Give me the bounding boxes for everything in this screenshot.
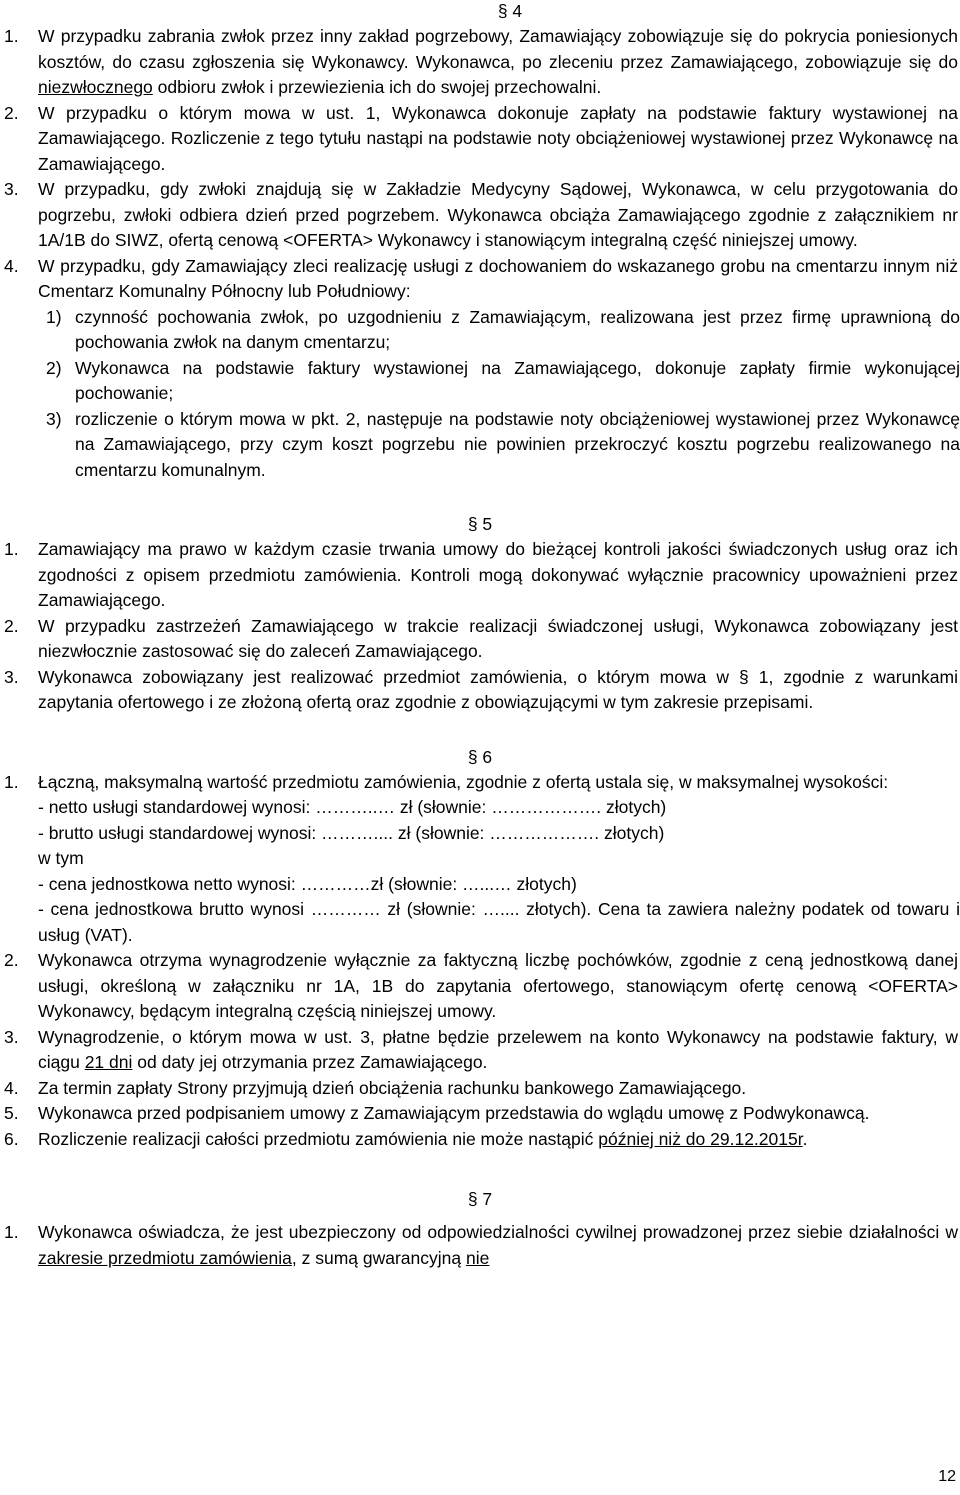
price-line-label: w tym: [38, 848, 84, 868]
list-item: [0, 770, 960, 796]
list-item: [0, 537, 960, 614]
item-text: Wykonawca otrzyma wynagrodzenie wyłącznie za faktyczną liczbę pochówków, zgodnie z ceną jednostkową danej usługi, określoną w załączniku nr 1A, 1B do zapytania ofertowego, stanowiącym ofertę cenową <OFERTA> Wykonawcy, będącym integralną częścią niniejszej umowy.: [38, 950, 958, 1021]
list-item: [0, 101, 960, 178]
item-text-tail: .: [802, 1128, 808, 1149]
item-text: W przypadku zastrzeżeń Zamawiającego w trakcie realizacji świadczonej usługi, Wykonawca zobowiązany jest niezwłocznie zastosować się do zaleceń Zamawiającego.: [38, 615, 958, 661]
item-text: Łączną, maksymalną wartość przedmiotu zamówienia, zgodnie z ofertą ustala się, w maksymalnej wysokości:: [38, 771, 889, 792]
list-item: [0, 24, 960, 101]
item-text: W przypadku, gdy Zamawiający zleci realizację usługi z dochowaniem do wskazanego grobu na cmentarzu innym niż Cmentarz Komunalny Północny lub Południowy:: [38, 255, 958, 301]
item-number: 2.: [4, 950, 19, 970]
sub-item-text: czynność pochowania zwłok, po uzgodnieniu z Zamawiającym, realizowana jest przez firmę uprawnioną do pochowania zwłok na danym cmentarzu;: [75, 306, 960, 352]
item-text: Wynagrodzenie, o którym mowa w ust. 3, płatne będzie przelewem na konto Wykonawcy na podstawie faktury, w ciągu: [38, 1026, 958, 1072]
list-item: [0, 1127, 960, 1153]
item-number: 3.: [4, 179, 19, 199]
underlined-text: niezwłocznego: [38, 77, 153, 97]
underlined-text: nie: [465, 1247, 490, 1268]
list-item: [0, 1076, 960, 1102]
list-item: [0, 177, 960, 254]
item-text: Wykonawca oświadcza, że jest ubezpieczony od odpowiedzialności cywilnej prowadzonej przez siebie działalności w: [38, 1222, 958, 1242]
item-number: 4.: [4, 255, 19, 276]
item-number: 3.: [4, 666, 19, 687]
section-gap: [0, 716, 960, 744]
underlined-text: zakresie przedmiotu zamówienia: [38, 1247, 292, 1268]
item-text: Za termin zapłaty Strony przyjmują dzień obciążenia rachunku bankowego Zamawiającego.: [38, 1077, 747, 1098]
item-number: 1.: [4, 771, 19, 792]
sub-item-number: 2): [46, 357, 62, 378]
item-number: 2.: [4, 615, 19, 636]
item-text-tail: odbioru zwłok i przewiezienia ich do swojej przechowalni.: [152, 77, 602, 97]
item-text: Zamawiający ma prawo w każdym czasie trwania umowy do bieżącej kontroli jakości świadczonych usług oraz ich zgodności z opisem przedmiotu zamówienia. Kontroli mogą dokonywać wyłącznie pracownicy upoważnieni przez Zamawiającego.: [38, 539, 958, 610]
price-line-brutto: - brutto usługi standardowej wynosi: ……….... zł (słownie: ………………. złotych): [38, 822, 665, 843]
sub-list-item: [0, 356, 960, 407]
item-number: 4.: [4, 1077, 19, 1098]
item-text: W przypadku o którym mowa w ust. 1, Wykonawca dokonuje zapłaty na podstawie faktury wystawionej na Zamawiającego. Rozliczenie z tego tytułu nastąpi na podstawie noty obciążeniowej wystawionej przez Wykonawcę na Zamawiającego.: [38, 102, 958, 174]
section-gap: [0, 1212, 960, 1220]
sub-list-item: [0, 305, 960, 356]
sub-item-text: Wykonawca na podstawie faktury wystawionej na Zamawiającego, dokonuje zapłaty firmie wykonującej pochowanie;: [75, 357, 960, 403]
price-line-unit-brutto: - cena jednostkowa brutto wynosi ………… zł (słownie: ….... złotych). Cena ta zawiera należny podatek od towaru i usług (VAT).: [38, 899, 960, 945]
item-number: 6.: [4, 1128, 19, 1149]
item-text: Wykonawca przed podpisaniem umowy z Zamawiającym przedstawia do wglądu umowę z Podwykonawcą.: [38, 1103, 870, 1123]
list-item: [0, 1025, 960, 1076]
item-text: Wykonawca zobowiązany jest realizować przedmiot zamówienia, o którym mowa w § 1, zgodnie z warunkami zapytania ofertowego i ze złożoną ofertą oraz zgodnie z obowiązującymi w tym zakresie przepisami.: [38, 666, 958, 712]
list-item: [0, 948, 960, 1025]
section-heading-6: § 6: [467, 746, 493, 767]
item-text-mid: , z sumą gwarancyjną: [291, 1247, 466, 1268]
item-number: 1.: [4, 1222, 19, 1242]
section-heading-4: § 4: [497, 1, 523, 21]
item-number: 1.: [4, 26, 19, 46]
list-item: [0, 254, 960, 305]
section-gap: [0, 483, 960, 511]
item-text: W przypadku, gdy zwłoki znajdują się w Zakładzie Medycyny Sądowej, Wykonawca, w celu przygotowania do pogrzebu, zwłoki odbiera dzień przed pogrzebem. Wykonawca obciąża Zamawiającego zgodnie z załącznikiem nr 1A/1B do SIWZ, ofertą cenową <OFERTA> Wykonawcy i stanowiącym integralną część niniejszej umowy.: [38, 179, 958, 250]
page-number: 12: [938, 1468, 956, 1485]
price-line-netto: - netto usługi standardowej wynosi: ………..… zł (słownie: ………………. złotych): [38, 797, 667, 817]
section-heading-7: § 7: [467, 1189, 493, 1209]
list-item: [0, 1220, 960, 1271]
sub-item-text: rozliczenie o którym mowa w pkt. 2, następuje na podstawie noty obciążeniowej wystawionej przez Wykonawcę na Zamawiającego, przy czym koszt pogrzebu nie powinien przekroczyć kosztu pogrzebu realizowanego na cmentarzu komunalnym.: [75, 408, 960, 480]
sub-list-item: [0, 407, 960, 484]
list-item: [0, 614, 960, 665]
section-gap: [0, 1152, 960, 1186]
list-item: [0, 1101, 960, 1127]
item-text: W przypadku zabrania zwłok przez inny zakład pogrzebowy, Zamawiający zobowiązuje się do pokrycia poniesionych kosztów, do czasu zgłoszenia się Wykonawcy. Wykonawca, po zleceniu przez Zamawiającego, zobowiązuje się do: [38, 26, 958, 72]
sub-item-number: 3): [46, 408, 62, 429]
item-text: Rozliczenie realizacji całości przedmiotu zamówienia nie może nastąpić: [38, 1128, 599, 1149]
item-number: 1.: [4, 539, 19, 559]
item-number: 3.: [4, 1026, 19, 1047]
item-number: 2.: [4, 102, 19, 123]
item-text-tail: od daty jej otrzymania przez Zamawiającego.: [132, 1052, 488, 1072]
underlined-text: później niż do 29.12.2015r: [598, 1128, 803, 1149]
section-heading-5: § 5: [467, 514, 493, 534]
item-number: 5.: [4, 1103, 19, 1123]
list-item: [0, 665, 960, 716]
price-line-unit-netto: - cena jednostkowa netto wynosi: …………zł (słownie: …...… złotych): [38, 873, 577, 894]
underlined-text: 21 dni: [84, 1052, 133, 1072]
sub-item-number: 1): [46, 306, 62, 327]
